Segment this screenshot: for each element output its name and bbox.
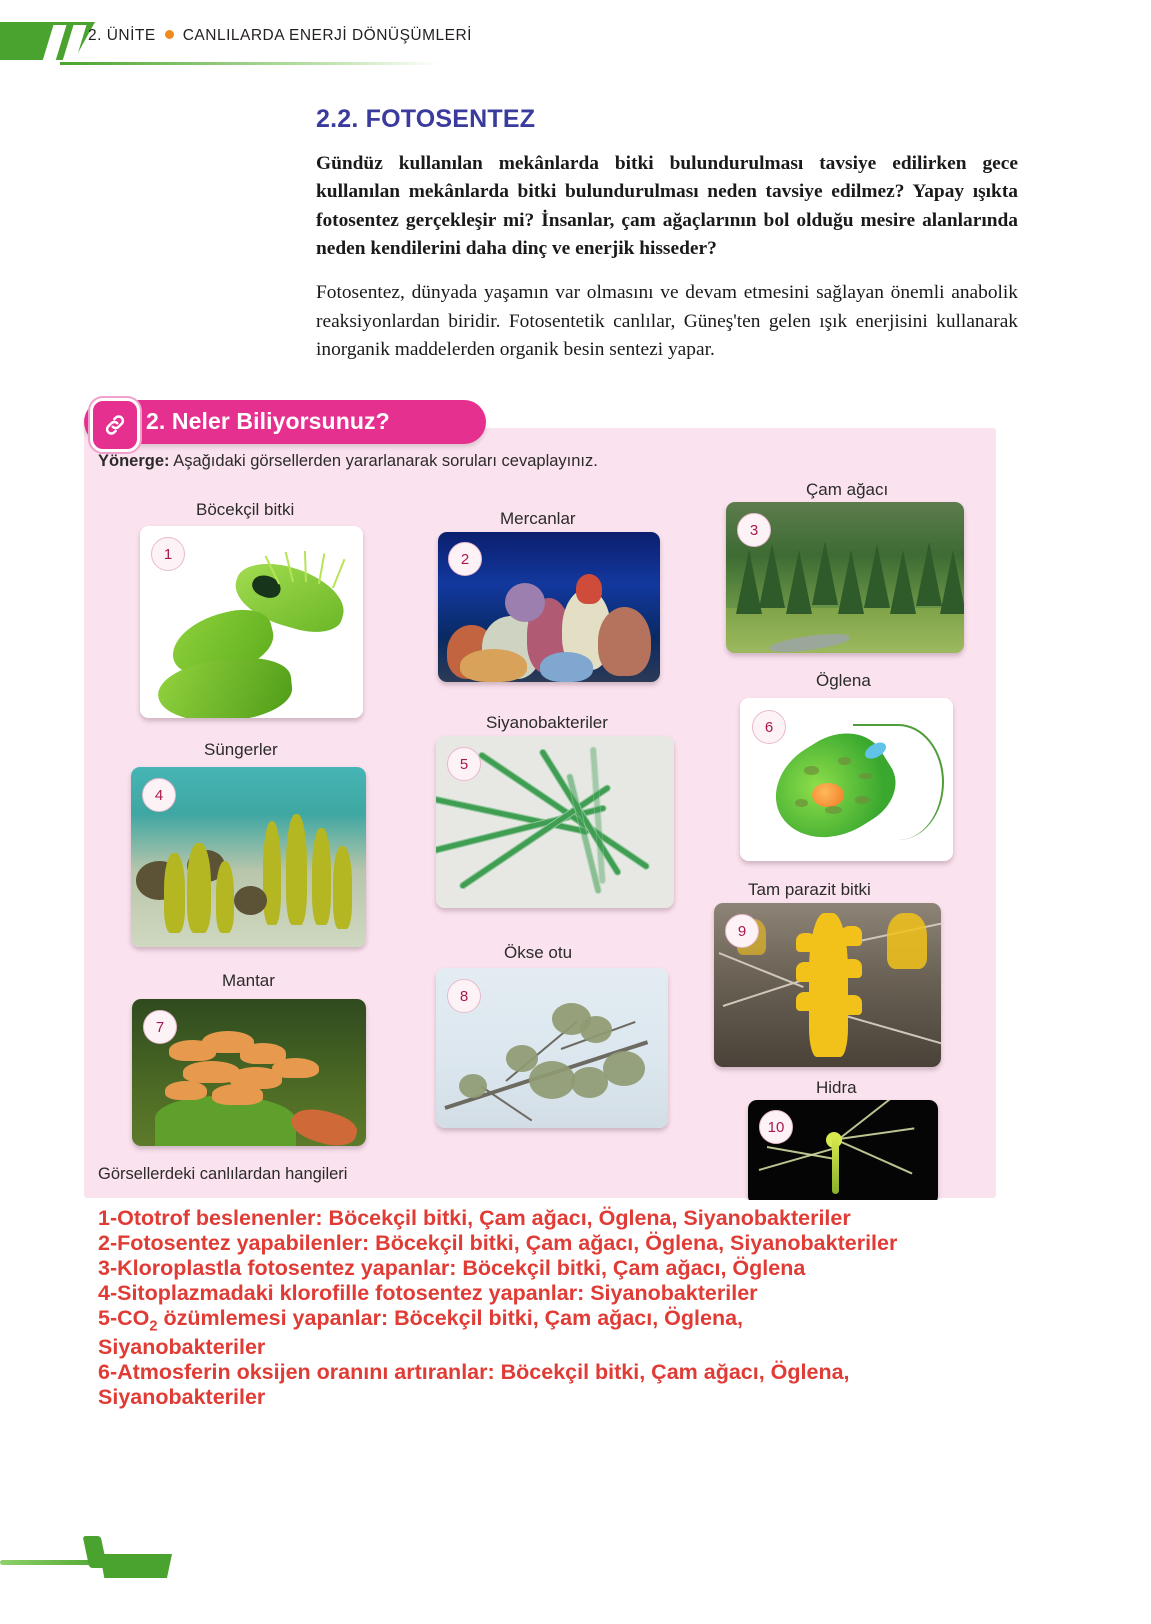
answer-line-2: 2-Fotosentez yapabilenler: Böcekçil bitki, Çam ağacı, Öglena, Siyanobakteriler (98, 1230, 898, 1255)
answer-line-5-subscript: 2 (149, 1318, 158, 1335)
caption-6: Öglena (816, 671, 871, 690)
header-text (88, 27, 472, 45)
activity-banner (84, 400, 486, 444)
footer-page-plate (100, 1554, 172, 1578)
image-badge-9: 9 (725, 914, 759, 948)
image-card-9[interactable] (714, 903, 941, 1067)
caption-7: Mantar (222, 971, 275, 990)
caption-9: Tam parazit bitki (748, 880, 871, 899)
caption-1: Böcekçil bitki (196, 500, 295, 519)
directive-line (98, 452, 598, 471)
answer-line-3: 3-Kloroplastla fotosentez yapanlar: Böcekçil bitki, Çam ağacı, Öglena (98, 1255, 806, 1280)
image-card-6[interactable] (740, 698, 953, 861)
lead-paragraph: Gündüz kullanılan mekânlarda bitki bulundurulması tavsiye edilirken gece kullanılan mekânlarda bitki bulundurulması neden tavsiye edilmez? Yapay ışıkta fotosentez gerçekleşir mi? İnsanlar, çam ağaçlarının bol olduğu mesire alanlarında neden kendilerini daha dinç ve enerjik hisseder? (316, 153, 1018, 259)
answer-overlay (84, 1200, 1095, 1418)
running-head (0, 22, 1151, 68)
image-card-3[interactable] (726, 502, 964, 653)
section-title: 2.2. FOTOSENTEZ (316, 105, 536, 133)
bullet-dot-icon (165, 30, 174, 39)
caption-5: Siyanobakteriler (486, 713, 608, 732)
image-badge-2: 2 (448, 542, 482, 576)
image-badge-6: 6 (752, 710, 786, 744)
activity-question: Görsellerdeki canlılardan hangileri (98, 1165, 348, 1183)
caption-4: Süngerler (204, 740, 278, 759)
activity-banner-label: 2. Neler Biliyorsunuz? (146, 408, 390, 434)
answer-line-1: 1-Ototrof beslenenler: Böcekçil bitki, Çam ağacı, Öglena, Siyanobakteriler (98, 1206, 851, 1230)
image-badge-3: 3 (737, 513, 771, 547)
directive-text: Aşağıdaki görsellerden yararlanarak soruları cevaplayınız. (173, 452, 598, 470)
image-badge-5: 5 (447, 747, 481, 781)
article-body (316, 105, 1018, 380)
body-paragraph: Fotosentez, dünyada yaşamın var olmasını ve devam etmesini sağlayan önemli anabolik reaksiyonlardan biridir. Fotosentetik canlılar, Güneş'ten gelen ışık enerjisini kullanarak inorganik maddelerden organik besin sentezi yapar. (316, 282, 1018, 360)
caption-2: Mercanlar (500, 509, 576, 528)
answer-line-4: 4-Sitoplazmadaki klorofille fotosentez yapanlar: Siyanobakteriler (98, 1280, 758, 1305)
answer-line-5-prefix: 5-CO (98, 1305, 150, 1330)
image-card-5[interactable] (436, 736, 674, 908)
image-badge-4: 4 (142, 778, 176, 812)
link-icon (90, 398, 140, 452)
image-card-2[interactable] (438, 532, 660, 682)
image-card-8[interactable] (436, 968, 668, 1128)
image-card-7[interactable] (132, 999, 366, 1146)
directive-label: Yönerge: (98, 452, 170, 470)
header-rule (60, 62, 440, 65)
answer-line-6: 6-Atmosferin oksijen oranını artıranlar: Böcekçil bitki, Çam ağacı, Öglena, Siyanobakteriler (98, 1359, 850, 1409)
page-footer (0, 1536, 420, 1596)
image-badge-8: 8 (447, 979, 481, 1013)
caption-3: Çam ağacı (806, 480, 889, 499)
caption-10: Hidra (816, 1078, 857, 1097)
image-card-10[interactable] (748, 1100, 938, 1205)
answer-line-5-rest: özümlemesi yapanlar: Böcekçil bitki, Çam ağacı, Öglena, Siyanobakteriler (98, 1305, 744, 1359)
unit-number: 2. ÜNİTE (88, 27, 156, 44)
image-badge-1: 1 (151, 537, 185, 571)
image-badge-10: 10 (759, 1110, 793, 1144)
image-card-1[interactable] (140, 526, 363, 718)
image-card-4[interactable] (131, 767, 366, 947)
caption-8: Ökse otu (504, 943, 573, 962)
unit-title: CANLILARDA ENERJİ DÖNÜŞÜMLERİ (182, 27, 472, 44)
image-badge-7: 7 (143, 1010, 177, 1044)
answer-line-5 (84, 1306, 908, 1360)
